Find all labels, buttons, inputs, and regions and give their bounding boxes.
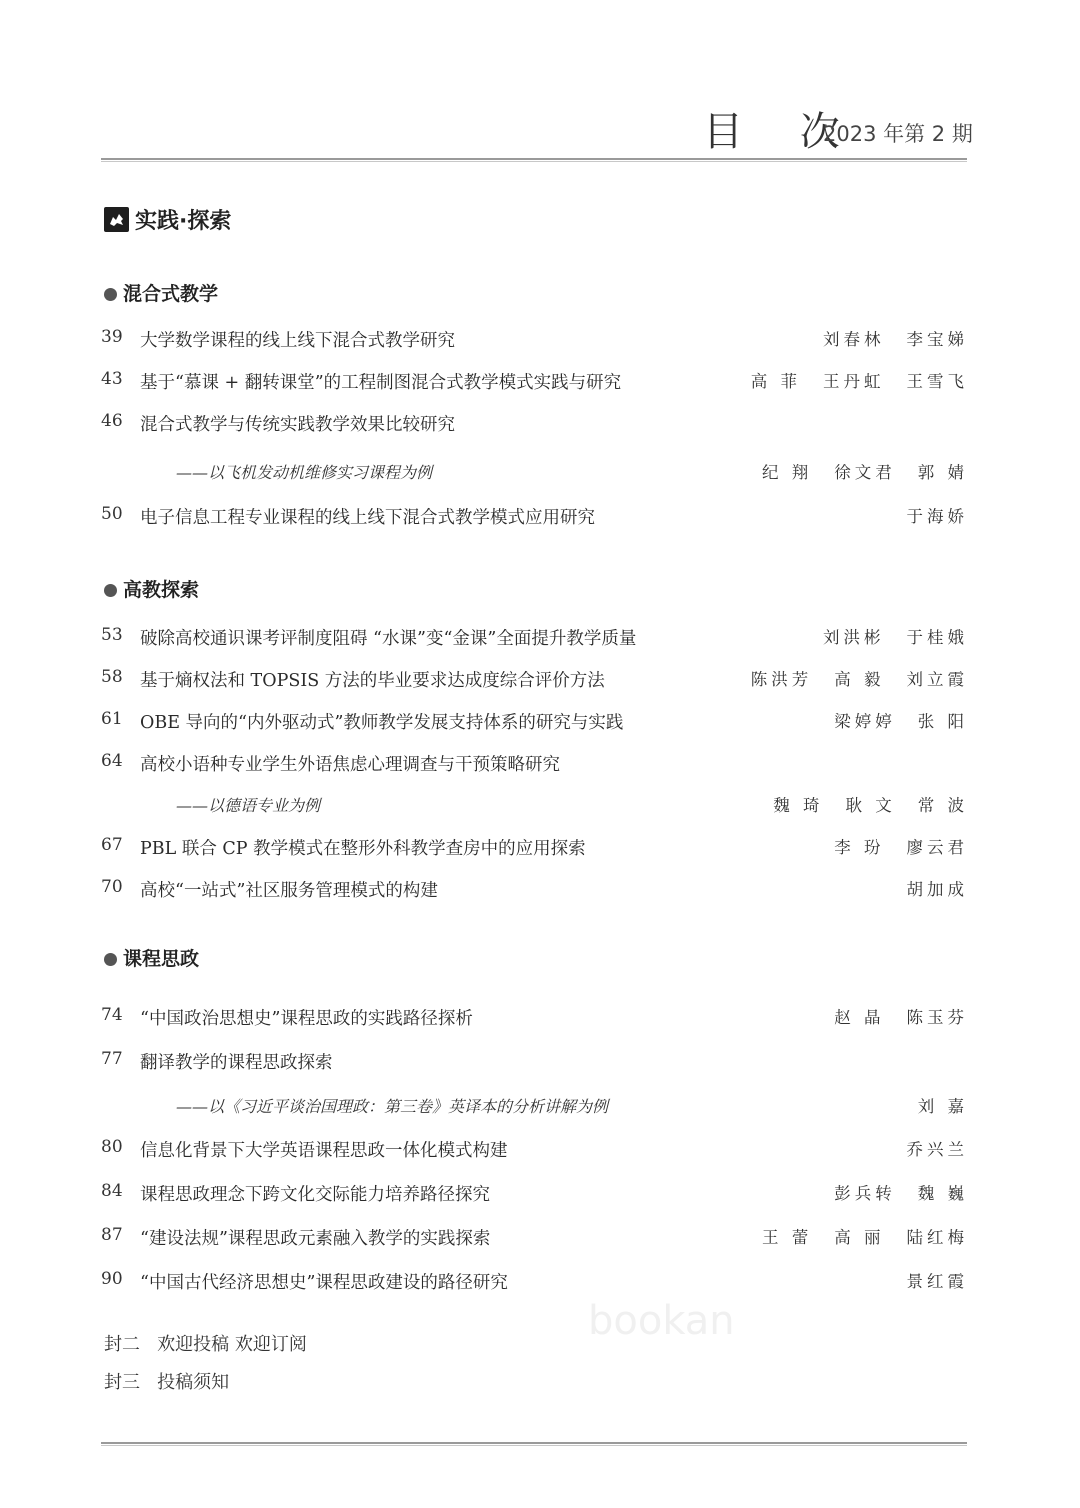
author-name: 耿 文	[845, 796, 896, 815]
toc-entry-authors	[748, 368, 968, 392]
toc-entry-subtitle: ——以《习近平谈治国理政：第三卷》英译本的分析讲解为例	[176, 1097, 609, 1116]
bullet-icon	[104, 288, 117, 301]
author-name: 景红霞	[906, 1272, 968, 1291]
toc-entry-subtitle: ——以飞机发动机维修实习课程为例	[176, 463, 433, 482]
author-name: 常 波	[917, 796, 968, 815]
front-matter-item: 封三 投稿须知	[104, 1372, 230, 1393]
author-name: 郭 婧	[917, 463, 968, 482]
toc-entry-authors	[748, 834, 968, 858]
author-name: 王雪飞	[906, 372, 968, 391]
toc-page-number: 61	[101, 709, 123, 729]
front-matter-item: 封二 欢迎投稿 欢迎订阅	[104, 1334, 307, 1355]
author-name: 刘立霞	[906, 670, 968, 689]
toc-entry-authors	[748, 792, 968, 816]
section-heading: 高教探索	[104, 575, 199, 602]
toc-entry-title[interactable]: 信息化背景下大学英语课程思政一体化模式构建	[140, 1141, 508, 1161]
issue-label: 2023 年第 2 期	[823, 122, 973, 146]
toc-entry-title[interactable]: 基于熵权法和 TOPSIS 方法的毕业要求达成度综合评价方法	[140, 671, 605, 691]
toc-entry-title[interactable]: “建设法规”课程思政元素融入教学的实践探索	[140, 1229, 491, 1249]
toc-page-number: 74	[101, 1005, 123, 1025]
toc-entry-authors	[748, 326, 968, 350]
toc-page-number: 67	[101, 835, 123, 855]
toc-page-number: 39	[101, 327, 123, 347]
bullet-icon	[104, 953, 117, 966]
bullet-icon	[104, 584, 117, 597]
toc-entry-title[interactable]: PBL 联合 CP 教学模式在整形外科教学查房中的应用探索	[140, 839, 586, 859]
toc-entry-authors	[748, 1180, 968, 1204]
toc-entry-title[interactable]: 高校“一站式”社区服务管理模式的构建	[140, 881, 438, 901]
toc-page-number: 43	[101, 369, 123, 389]
toc-page-number: 53	[101, 625, 123, 645]
author-name: 陈玉芬	[906, 1008, 968, 1027]
toc-page-number: 58	[101, 667, 123, 687]
toc-entry-title[interactable]: 翻译教学的课程思政探索	[140, 1053, 333, 1073]
toc-entry-authors	[748, 1224, 968, 1248]
toc-entry-title[interactable]: 破除高校通识课考评制度阻碍 “水课”变“金课”全面提升教学质量	[140, 629, 637, 649]
author-name: 赵 晶	[834, 1008, 885, 1027]
top-rule-thin	[101, 161, 967, 162]
toc-entry-authors	[748, 1004, 968, 1028]
section-heading: 混合式教学	[104, 279, 218, 306]
toc-entry-authors	[748, 624, 968, 648]
toc-entry-title[interactable]: “中国政治思想史”课程思政的实践路径探析	[140, 1009, 473, 1029]
toc-entry-authors	[748, 666, 968, 690]
toc-entry-title[interactable]: 课程思政理念下跨文化交际能力培养路径探究	[140, 1185, 490, 1205]
author-name: 李 玢	[834, 838, 885, 857]
toc-entry-title[interactable]: 基于“慕课 + 翻转课堂”的工程制图混合式教学模式实践与研究	[140, 373, 622, 393]
toc-page-number: 70	[101, 877, 123, 897]
author-name: 张 阳	[917, 712, 968, 731]
toc-entry-title[interactable]: 高校小语种专业学生外语焦虑心理调查与干预策略研究	[140, 755, 560, 775]
author-name: 徐文君	[834, 463, 896, 482]
toc-page-number: 77	[101, 1049, 123, 1069]
toc-entry-authors	[748, 708, 968, 732]
toc-page-number: 50	[101, 504, 123, 524]
author-name: 纪 翔	[762, 463, 813, 482]
author-name: 胡加成	[906, 880, 968, 899]
author-name: 陈洪芳	[750, 670, 813, 689]
toc-entry-title[interactable]: OBE 导向的“内外驱动式”教师教学发展支持体系的研究与实践	[140, 713, 624, 733]
author-name: 刘春林	[823, 330, 885, 349]
toc-entry-authors	[748, 1268, 968, 1292]
toc-entry-title[interactable]: “中国古代经济思想史”课程思政建设的路径研究	[140, 1273, 508, 1293]
author-name: 于海娇	[906, 507, 968, 526]
toc-page-number: 84	[101, 1181, 123, 1201]
bottom-rule	[101, 1442, 967, 1444]
toc-entry-authors	[748, 503, 968, 527]
author-name: 刘洪彬	[823, 628, 885, 647]
toc-entry-authors	[748, 1136, 968, 1160]
author-name: 高 毅	[834, 670, 885, 689]
author-name: 高 丽	[834, 1228, 885, 1247]
author-name: 高 菲	[750, 372, 801, 391]
toc-entry-title[interactable]: 大学数学课程的线上线下混合式教学研究	[140, 331, 455, 351]
page-title: 目 次	[703, 109, 862, 155]
section-heading: 课程思政	[104, 944, 199, 971]
author-name: 于桂娥	[906, 628, 968, 647]
bottom-rule-thin	[101, 1445, 967, 1446]
author-name: 乔兴兰	[906, 1140, 968, 1159]
author-name: 梁婷婷	[834, 712, 896, 731]
toc-entry-authors	[748, 1093, 968, 1117]
toc-entry-title[interactable]: 电子信息工程专业课程的线上线下混合式教学模式应用研究	[140, 508, 595, 528]
toc-page-number: 64	[101, 751, 123, 771]
toc-page-number: 46	[101, 411, 123, 431]
top-rule	[101, 158, 967, 160]
toc-entry-title[interactable]: 混合式教学与传统实践教学效果比较研究	[140, 415, 455, 435]
toc-entry-authors	[748, 876, 968, 900]
toc-entry-subtitle: ——以德语专业为例	[176, 796, 321, 815]
author-name: 魏 巍	[917, 1184, 968, 1203]
author-name: 李宝娣	[906, 330, 968, 349]
toc-page-number: 90	[101, 1269, 123, 1289]
author-name: 陆红梅	[906, 1228, 968, 1247]
column-title: 实践·探索	[135, 209, 232, 234]
toc-page-number: 87	[101, 1225, 123, 1245]
author-name: 魏 琦	[773, 796, 824, 815]
author-name: 王丹虹	[823, 372, 885, 391]
toc-page-number: 80	[101, 1137, 123, 1157]
author-name: 王 蕾	[762, 1228, 813, 1247]
column-emblem-icon	[104, 207, 129, 232]
author-name: 刘 嘉	[917, 1097, 968, 1116]
author-name: 彭兵转	[834, 1184, 896, 1203]
toc-entry-authors	[748, 459, 968, 483]
author-name: 廖云君	[906, 838, 968, 857]
watermark: bookan	[588, 1298, 735, 1344]
